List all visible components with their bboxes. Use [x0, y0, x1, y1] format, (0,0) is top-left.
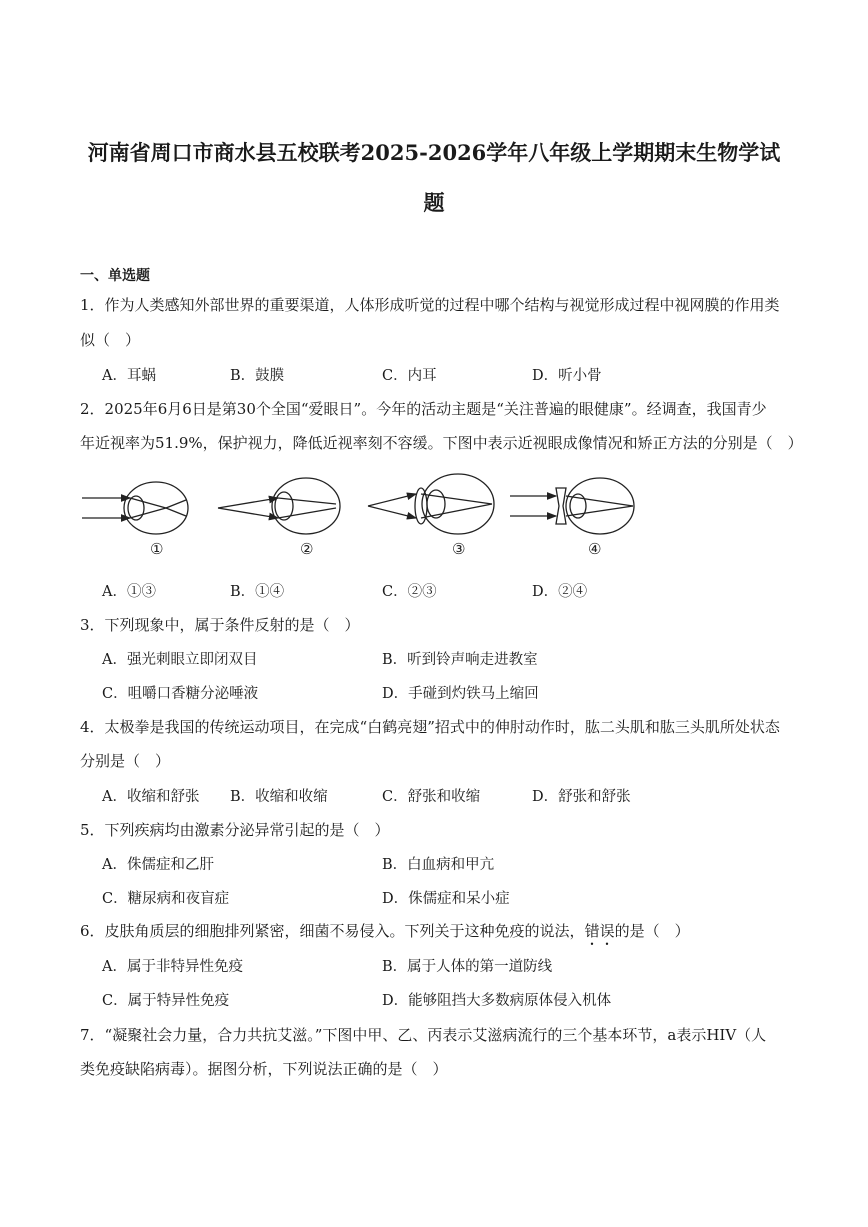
- question-5-option-b: B．白血病和甲亢: [382, 857, 495, 873]
- exam-title: [60, 128, 808, 228]
- section-heading: 一、单选题: [80, 268, 150, 284]
- question-3-option-d: D．手碰到灼铁马上缩回: [382, 686, 539, 702]
- question-4-line-1: 4．太极拳是我国的传统运动项目，在完成“白鹤亮翅”招式中的伸肘动作时，肱二头肌和肱三头肌所处状态: [80, 718, 780, 736]
- question-2-line-1: 2．2025年6月6日是第30个全国“爱眼日”。今年的活动主题是“关注普遍的眼健康”。经调查，我国青少: [80, 400, 767, 418]
- question-1-option-d: D．听小骨: [532, 368, 602, 384]
- question-6-text-start: 6．皮肤角质层的细胞排列紧密，细菌不易侵入。下列关于这种免疫的说法，: [80, 922, 585, 940]
- question-4-option-b: B．收缩和收缩: [230, 789, 328, 805]
- question-6-emphasis: 错误: [584, 922, 615, 940]
- question-3-option-c: C．咀嚼口香糖分泌唾液: [102, 686, 259, 702]
- question-1-option-c: C．内耳: [382, 368, 437, 384]
- question-4-option-d: D．舒张和舒张: [532, 789, 631, 805]
- question-4-option-a: A．收缩和舒张: [102, 789, 200, 805]
- question-6-option-d: D．能够阻挡大多数病原体侵入机体: [382, 993, 612, 1009]
- question-6-option-b: B．属于人体的第一道防线: [382, 959, 553, 975]
- title-line-2: 题: [423, 190, 445, 215]
- question-1-line-2: 似（ ）: [80, 331, 141, 349]
- question-5-option-a: A．侏儒症和乙肝: [102, 857, 214, 873]
- question-7-line-1: 7．“凝聚社会力量，合力共抗艾滋。”下图中甲、乙、丙表示艾滋病流行的三个基本环节，a表示HIV（人: [80, 1026, 767, 1044]
- question-5-line-1: 5．下列疾病均由激素分泌异常引起的是（ ）: [80, 821, 390, 839]
- question-6-option-a: A．属于非特异性免疫: [102, 959, 243, 975]
- question-4-option-c: C．舒张和收缩: [382, 789, 481, 805]
- question-2-option-b: B．①④: [230, 584, 285, 600]
- question-5-option-c: C．糖尿病和夜盲症: [102, 891, 230, 907]
- question-6-text-end: 的是（ ）: [614, 922, 690, 940]
- question-5-option-d: D．侏儒症和呆小症: [382, 891, 510, 907]
- title-line-1: 河南省周口市商水县五校联考2025-2026学年八年级上学期期末生物学试: [87, 140, 781, 165]
- question-3-line-1: 3．下列现象中，属于条件反射的是（ ）: [80, 616, 360, 634]
- figure-label-4: ④: [588, 540, 602, 558]
- question-1-option-b: B．鼓膜: [230, 368, 285, 384]
- question-6-line-1: [80, 920, 690, 949]
- eye-diagram-figure: [78, 466, 648, 566]
- question-2-option-d: D．②④: [532, 584, 588, 600]
- eye-diagram-2: [218, 478, 340, 534]
- question-1-option-a: A．耳蜗: [102, 368, 156, 384]
- eye-diagram-3: [368, 474, 494, 534]
- eye-diagram-4: [510, 478, 634, 534]
- question-2-option-a: A．①③: [102, 584, 156, 600]
- question-7-line-2: 类免疫缺陷病毒）。据图分析，下列说法正确的是（ ）: [80, 1060, 448, 1078]
- question-2-option-c: C．②③: [382, 584, 437, 600]
- question-2-line-2: 年近视率为51.9%，保护视力，降低近视率刻不容缓。下图中表示近视眼成像情况和矫正方法的分别是（ ）: [80, 434, 803, 452]
- question-1-line-1: 1．作为人类感知外部世界的重要渠道，人体形成听觉的过程中哪个结构与视觉形成过程中视网膜的作用类: [80, 296, 780, 314]
- figure-label-2: ②: [300, 540, 314, 558]
- question-3-option-b: B．听到铃声响走进教室: [382, 652, 538, 668]
- figure-label-1: ①: [150, 540, 164, 558]
- eye-diagram-1: [82, 482, 188, 534]
- question-6-option-c: C．属于特异性免疫: [102, 993, 230, 1009]
- figure-label-3: ③: [452, 540, 466, 558]
- question-3-option-a: A．强光刺眼立即闭双目: [102, 652, 258, 668]
- question-4-line-2: 分别是（ ）: [80, 752, 171, 770]
